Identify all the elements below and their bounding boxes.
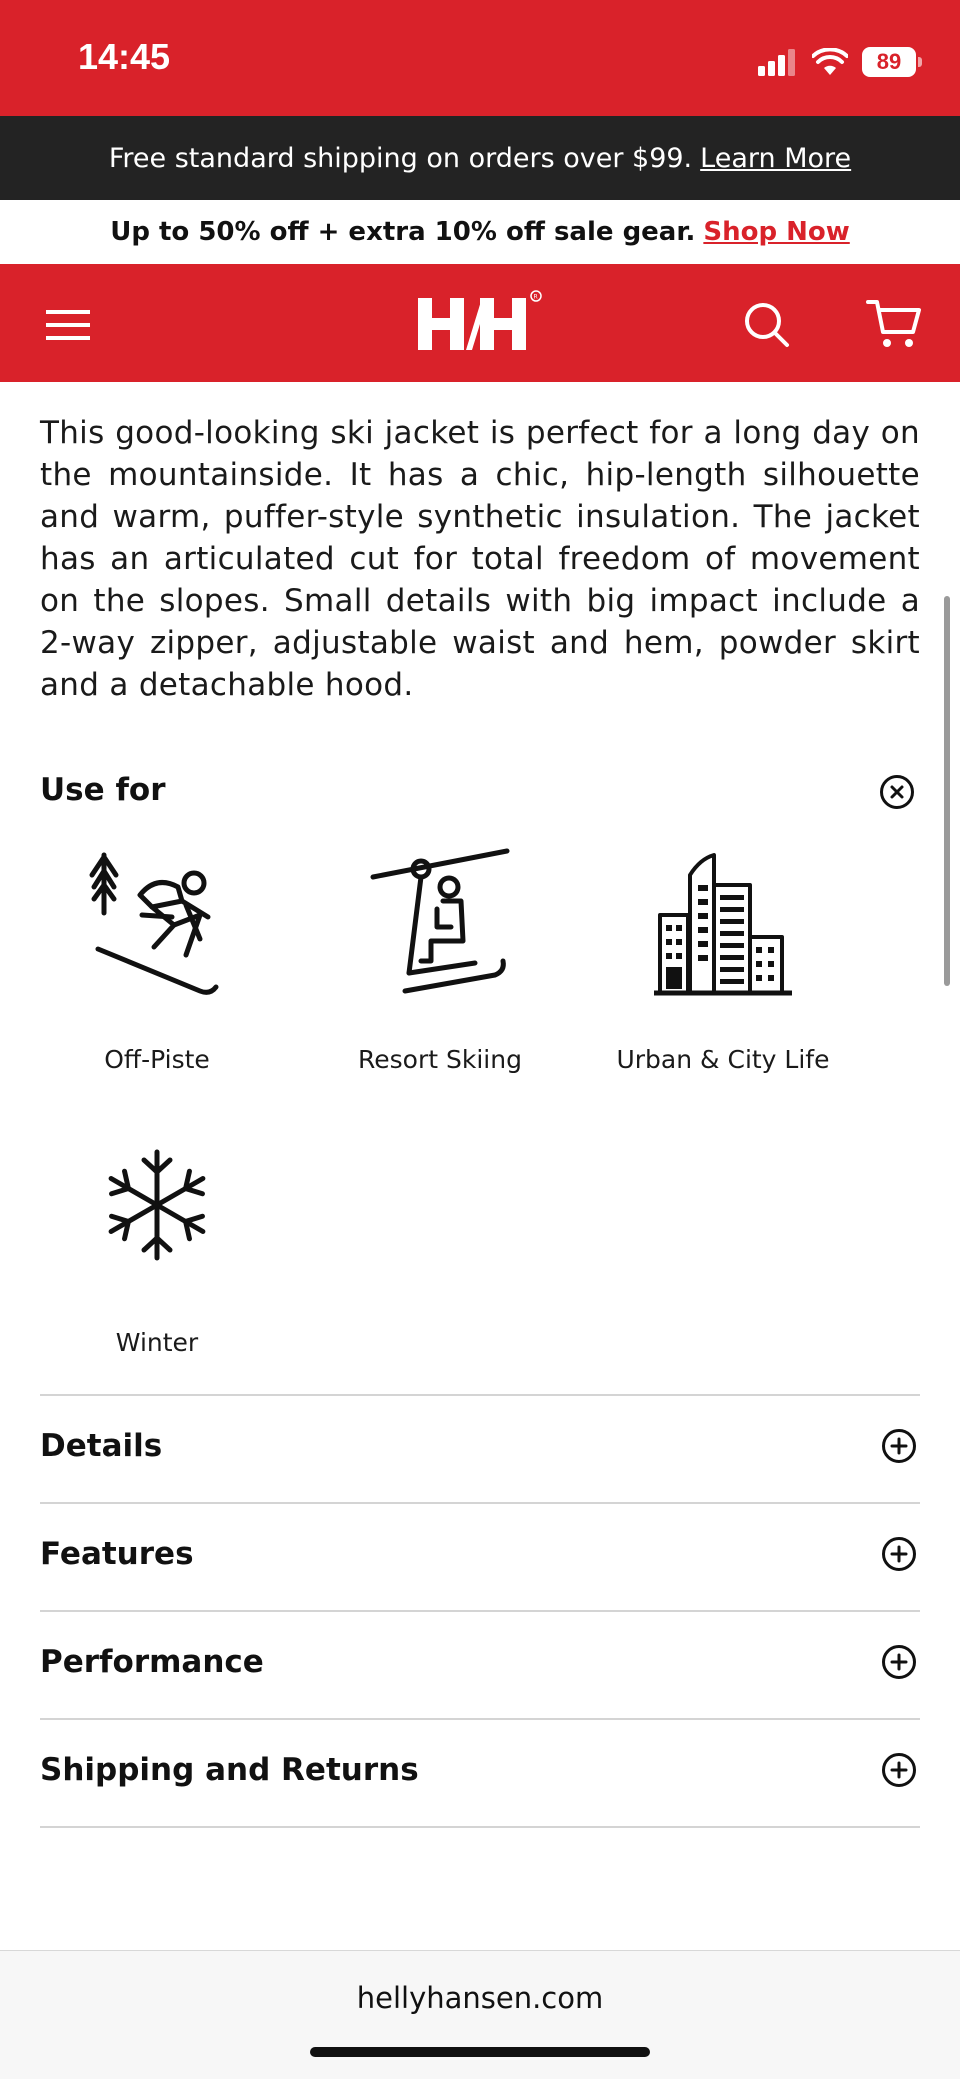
chairlift-icon (365, 845, 515, 1005)
shipping-banner-text: Free standard shipping on orders over $99. (108, 142, 693, 174)
accordion-features[interactable] (40, 1502, 920, 1610)
product-info-accordion (40, 1394, 920, 1828)
use-for-label: Off-Piste (104, 1045, 210, 1074)
plus-circle-icon (885, 1540, 913, 1568)
accordion-divider (40, 1826, 920, 1828)
shipping-banner (0, 116, 960, 200)
expand-button[interactable] (882, 1537, 916, 1571)
accordion-performance[interactable] (40, 1610, 920, 1718)
product-description: This good-looking ski jacket is perfect for a long day on the mountainside. It has a chic, hip-length silhouette and warm, puffer-style synthetic insulation. The jacket has an articulated cut for total freedom of movement on the slopes. Small details with big impact include a 2-way zipper, adjustable waist and hem, powder skirt and a detachable hood. (40, 415, 920, 703)
plus-circle-icon (885, 1648, 913, 1676)
url-text[interactable]: hellyhansen.com (356, 1981, 604, 2015)
status-bar (0, 0, 960, 116)
use-for-item-off-piste (27, 845, 287, 1085)
expand-button[interactable] (882, 1645, 916, 1679)
scroll-indicator[interactable] (944, 596, 950, 986)
accordion-label: Shipping and Returns (40, 1752, 419, 1788)
svg-text:R: R (533, 293, 538, 301)
accordion-label: Details (40, 1428, 163, 1464)
battery-level: 89 (876, 49, 902, 74)
menu-icon[interactable] (46, 308, 90, 342)
wifi-icon (812, 48, 848, 76)
cellular-signal-icon (758, 48, 798, 76)
off-piste-skier-icon (82, 845, 232, 1005)
status-icons (758, 44, 916, 80)
expand-button[interactable] (882, 1429, 916, 1463)
plus-circle-icon (885, 1756, 913, 1784)
use-for-label: Resort Skiing (358, 1045, 522, 1074)
browser-url-bar (0, 1950, 960, 2079)
accordion-label: Features (40, 1536, 194, 1572)
use-for-label: Urban & City Life (616, 1045, 830, 1074)
accordion-details[interactable] (40, 1394, 920, 1502)
collapse-use-for-button[interactable] (880, 775, 914, 809)
learn-more-link[interactable]: Learn More (700, 142, 852, 174)
use-for-item-urban-city-life (593, 845, 853, 1085)
search-icon[interactable] (742, 300, 792, 350)
close-circle-icon (883, 778, 911, 806)
promo-banner-text: Up to 50% off + extra 10% off sale gear. (110, 217, 696, 247)
snowflake-icon (92, 1140, 222, 1270)
accordion-shipping-and-returns[interactable] (40, 1718, 920, 1826)
cart-icon[interactable] (866, 296, 922, 352)
promo-banner (0, 200, 960, 264)
expand-button[interactable] (882, 1753, 916, 1787)
use-for-title: Use for (40, 772, 166, 808)
use-for-label: Winter (115, 1328, 199, 1357)
battery-icon (862, 47, 916, 77)
status-time: 14:45 (78, 36, 171, 77)
city-buildings-icon (648, 845, 798, 1005)
home-indicator[interactable] (310, 2047, 650, 2057)
plus-circle-icon (885, 1432, 913, 1460)
use-for-item-winter (27, 1140, 287, 1370)
site-header (0, 264, 960, 382)
helly-hansen-logo[interactable] (416, 288, 546, 360)
use-for-item-resort-skiing (310, 845, 570, 1085)
shop-now-link[interactable]: Shop Now (703, 217, 850, 247)
accordion-label: Performance (40, 1644, 264, 1680)
